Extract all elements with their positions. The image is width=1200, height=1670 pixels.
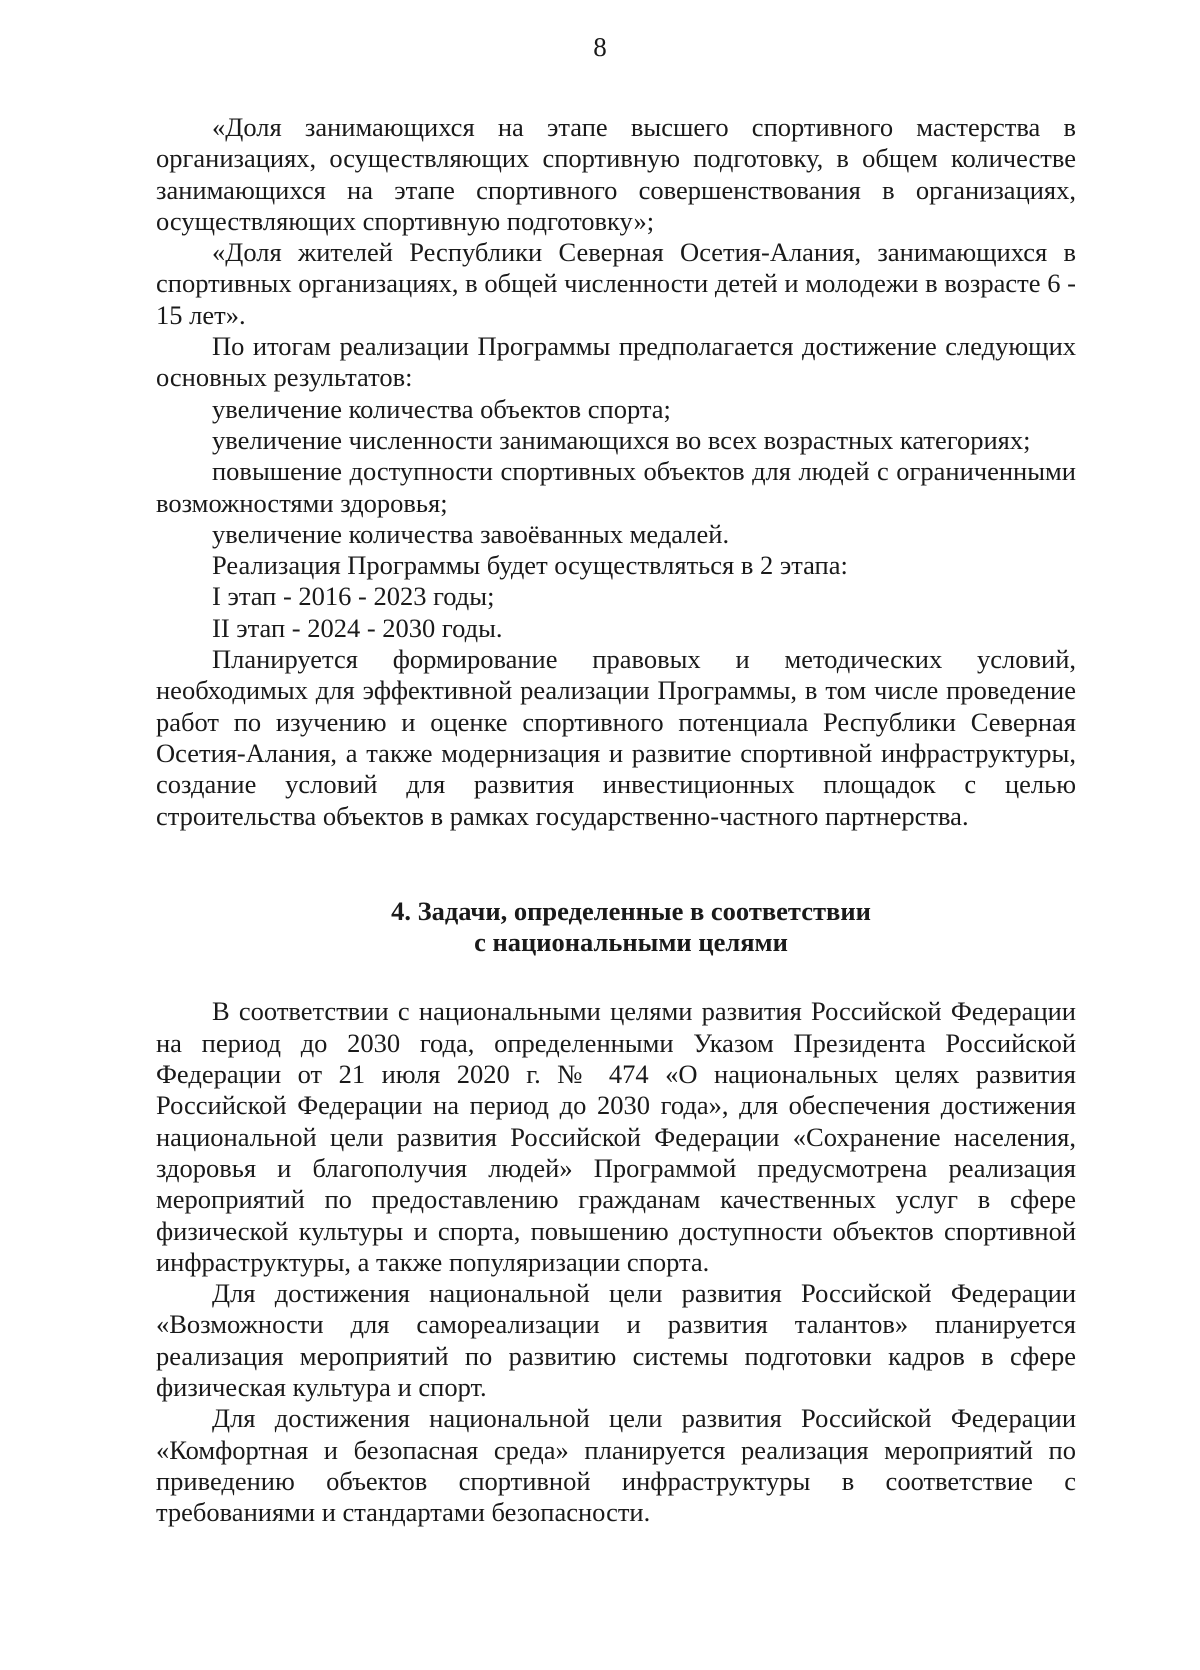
paragraph-planned-conditions: Планируется формирование правовых и методических условий, необходимых для эффективной реализации Программы, в том числе проведение работ по изучению и оценке спортивного потенциала Республики Северная Осетия-Алания, а также модернизация и развитие спортивной инфраструктуры, создание условий для развития инвестиционных площадок с целью строительства объектов в рамках государственно-частного партнерства. <box>156 644 1076 831</box>
section-heading-line-1: 4. Задачи, определенные в соответствии <box>391 895 871 926</box>
paragraph-indicator-share-residents: «Доля жителей Республики Северная Осетия-Алания, занимающихся в спортивных организациях, в общей численности детей и молодежи в возрасте 6 - 15 лет». <box>156 237 1076 330</box>
paragraph-national-goals: В соответствии с национальными целями развития Российской Федерации на период до 2030 года, определенными Указом Президента Российской Федерации от 21 июля 2020 г. № 474 «О национальных целях развития Российской Федерации на период до 2030 года», для обеспечения достижения национальной цели развития Российской Федерации «Сохранение населения, здоровья и благополучия людей» Программой предусмотрена реализация мероприятий по предоставлению гражданам качественных услуг в сфере физической культуры и спорта, повышению доступности объектов спортивной инфраструктуры, а также популяризации спорта. <box>156 996 1076 1277</box>
list-item-stage-1: I этап - 2016 - 2023 годы; <box>212 581 495 612</box>
section-heading-line-2: с национальными целями <box>474 927 788 958</box>
list-item-result-sport-objects: увеличение количества объектов спорта; <box>212 393 671 424</box>
paragraph-expected-results-intro: По итогам реализации Программы предполагается достижение следующих основных результатов: <box>156 331 1076 393</box>
section-heading <box>156 896 1076 959</box>
list-item-result-medals: увеличение количества завоёванных медалей. <box>212 518 730 549</box>
page-number: 8 <box>593 32 607 62</box>
paragraph-talents-goal: Для достижения национальной цели развития Российской Федерации «Возможности для самореализации и развития талантов» планируется реализация мероприятий по развитию системы подготовки кадров в сфере физическая культура и спорт. <box>156 1278 1076 1402</box>
document-body <box>156 112 1076 1528</box>
paragraph-stages-intro: Реализация Программы будет осуществляться в 2 этапа: <box>212 550 848 581</box>
paragraph-indicator-share-higher-mastery: «Доля занимающихся на этапе высшего спортивного мастерства в организациях, осуществляющих спортивную подготовку, в общем количестве занимающихся на этапе спортивного совершенствования в организациях, осуществляющих спортивную подготовку»; <box>156 112 1076 236</box>
paragraph-safe-environment-goal: Для достижения национальной цели развития Российской Федерации «Комфортная и безопасная среда» планируется реализация мероприятий по приведению объектов спортивной инфраструктуры в соответствие с требованиями и стандартами безопасности. <box>156 1403 1076 1528</box>
list-item-stage-2: II этап - 2024 - 2030 годы. <box>212 612 503 643</box>
list-item-result-accessibility: повышение доступности спортивных объектов для людей с ограниченными возможностями здоровья; <box>156 456 1076 518</box>
list-item-result-participants: увеличение численности занимающихся во всех возрастных категориях; <box>212 424 1031 455</box>
